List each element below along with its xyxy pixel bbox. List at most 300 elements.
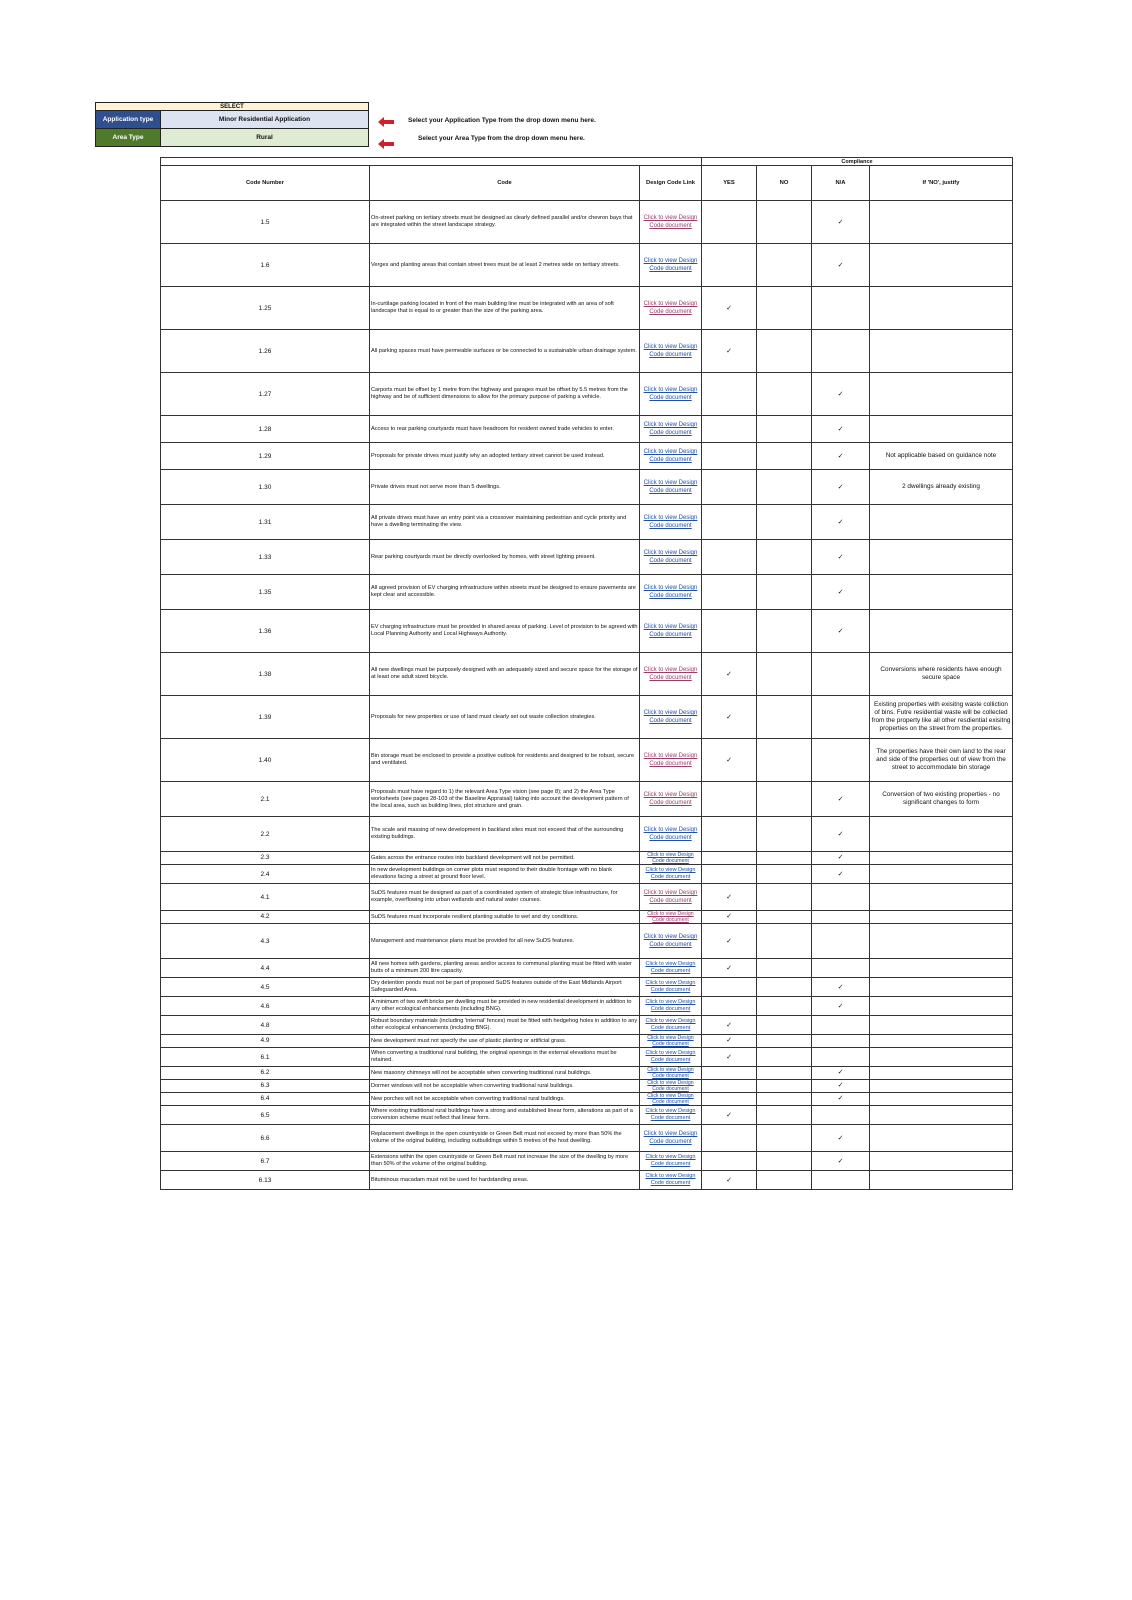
table-row <box>161 373 1013 416</box>
code-text-cell: Where existing traditional rural buildings have a strong and established linear form, alterations as part of a conversion scheme must reflect that linear form. <box>370 1106 640 1125</box>
code-number-cell: 2.4 <box>161 865 370 884</box>
select-header: SELECT <box>96 103 369 111</box>
code-number-cell: 1.39 <box>161 696 370 739</box>
justification-cell[interactable] <box>870 1093 1013 1106</box>
code-text-cell: Proposals must have regard to 1) the relevant Area Type vision (see page 8); and 2) the Area Type worksheets (see pages 28-103 of the Baseline Appraisal) taking into account the development pattern of the local area, such as building lines, plot structure and grain. <box>370 782 640 817</box>
code-number-cell: 4.8 <box>161 1016 370 1035</box>
yes-cell[interactable]: ✓ <box>702 1048 757 1067</box>
table-row <box>161 696 1013 739</box>
code-number-cell: 4.9 <box>161 1035 370 1048</box>
yes-cell[interactable]: ✓ <box>702 739 757 782</box>
code-number-cell: 1.27 <box>161 373 370 416</box>
design-code-link-cell <box>640 1106 702 1125</box>
yes-cell[interactable] <box>702 1152 757 1171</box>
table-row <box>161 1093 1013 1106</box>
yes-cell[interactable] <box>702 244 757 287</box>
yes-cell[interactable]: ✓ <box>702 696 757 739</box>
code-text-cell: A minimum of two swift bricks per dwelling must be provided in new residential development in addition to any other ecological enhancements (including BNG). <box>370 997 640 1016</box>
code-text-cell: Dry detention ponds must not be part of proposed SuDS features outside of the East Midlands Airport Safeguarded Area. <box>370 978 640 997</box>
no-cell[interactable] <box>757 924 812 959</box>
table-row <box>161 1067 1013 1080</box>
na-cell[interactable] <box>812 1035 870 1048</box>
na-cell[interactable]: ✓ <box>812 852 870 865</box>
area-type-note: Select your Area Type from the drop down menu here. <box>418 135 585 142</box>
justification-cell[interactable] <box>870 817 1013 852</box>
yes-cell[interactable] <box>702 373 757 416</box>
compliance-header: Compliance <box>702 158 1013 166</box>
table-row <box>161 470 1013 505</box>
code-text-cell: Access to rear parking courtyards must have headroom for resident owned trade vehicles to enter. <box>370 416 640 443</box>
justification-cell[interactable] <box>870 244 1013 287</box>
yes-cell[interactable] <box>702 443 757 470</box>
table-row <box>161 1080 1013 1093</box>
design-code-link-cell <box>640 1171 702 1190</box>
na-cell[interactable]: ✓ <box>812 540 870 575</box>
no-cell[interactable] <box>757 373 812 416</box>
code-number-cell: 4.1 <box>161 884 370 911</box>
yes-cell[interactable]: ✓ <box>702 1106 757 1125</box>
design-code-link-cell <box>640 653 702 696</box>
table-row <box>161 1106 1013 1125</box>
justification-cell[interactable] <box>870 540 1013 575</box>
yes-cell[interactable]: ✓ <box>702 287 757 330</box>
design-code-link-cell <box>640 373 702 416</box>
yes-cell[interactable] <box>702 201 757 244</box>
code-number-cell: 1.6 <box>161 244 370 287</box>
justification-cell[interactable] <box>870 1035 1013 1048</box>
yes-cell[interactable] <box>702 610 757 653</box>
code-number-cell: 1.40 <box>161 739 370 782</box>
table-row <box>161 653 1013 696</box>
code-number-cell: 6.13 <box>161 1171 370 1190</box>
no-cell[interactable] <box>757 1093 812 1106</box>
yes-cell[interactable] <box>702 978 757 997</box>
na-cell[interactable] <box>812 739 870 782</box>
design-code-link[interactable]: Click to view Design Code document <box>643 550 698 564</box>
justification-cell[interactable] <box>870 1067 1013 1080</box>
justification-cell[interactable] <box>870 1125 1013 1152</box>
no-cell[interactable] <box>757 959 812 978</box>
design-code-link[interactable]: Click to view Design Code document <box>645 867 696 880</box>
na-cell[interactable]: ✓ <box>812 1152 870 1171</box>
yes-cell[interactable]: ✓ <box>702 911 757 924</box>
selector-panel <box>95 102 369 147</box>
yes-cell[interactable] <box>702 575 757 610</box>
na-cell[interactable]: ✓ <box>812 1080 870 1093</box>
table-row <box>161 959 1013 978</box>
code-text-cell: Extensions within the open countryside or Green Belt must not increase the size of the dwelling by more than 50% of the volume of the original building. <box>370 1152 640 1171</box>
code-text-cell: Robust boundary materials (including 'internal' fences) must be fitted with hedgehog holes in addition to any other ecological enhancements (including BNG). <box>370 1016 640 1035</box>
na-cell[interactable] <box>812 287 870 330</box>
design-code-link[interactable]: Click to view Design Code document <box>643 344 698 358</box>
na-cell[interactable]: ✓ <box>812 610 870 653</box>
yes-cell[interactable] <box>702 1067 757 1080</box>
design-code-link[interactable]: Click to view Design Code document <box>643 753 698 767</box>
design-code-link[interactable]: Click to view Design Code document <box>643 890 698 904</box>
yes-cell[interactable]: ✓ <box>702 959 757 978</box>
justification-cell[interactable]: Existing properties with exisitng waste colliction of bins. Futre residential waste will be collected from the property like all other resdiential exisitng properties on the street from the properties. <box>870 696 1013 739</box>
code-text-cell: All new homes with gardens, planting areas and/or access to communal planting must be fitted with water butts of a minimum 200 litre capacity. <box>370 959 640 978</box>
design-code-link-cell <box>640 575 702 610</box>
justification-cell[interactable] <box>870 1080 1013 1093</box>
design-code-link[interactable]: Click to view Design Code document <box>645 1108 696 1121</box>
no-cell[interactable] <box>757 287 812 330</box>
code-number-cell: 1.30 <box>161 470 370 505</box>
table-row <box>161 739 1013 782</box>
code-number-cell: 4.5 <box>161 978 370 997</box>
justification-cell[interactable] <box>870 610 1013 653</box>
design-code-link[interactable]: Click to view Design Code document <box>643 258 698 272</box>
na-cell[interactable]: ✓ <box>812 443 870 470</box>
no-cell[interactable] <box>757 575 812 610</box>
yes-cell[interactable] <box>702 817 757 852</box>
code-text-cell: Verges and planting areas that contain street trees must be at least 2 metres wide on tertiary streets. <box>370 244 640 287</box>
code-number-cell: 1.36 <box>161 610 370 653</box>
design-code-link-cell <box>640 884 702 911</box>
na-cell[interactable] <box>812 884 870 911</box>
table-row <box>161 540 1013 575</box>
design-code-link-cell <box>640 817 702 852</box>
design-code-link-cell <box>640 443 702 470</box>
justification-cell[interactable] <box>870 416 1013 443</box>
table-row <box>161 1035 1013 1048</box>
justification-cell[interactable] <box>870 924 1013 959</box>
yes-cell[interactable]: ✓ <box>702 924 757 959</box>
application-type-label: Application type <box>96 111 161 129</box>
code-number-cell: 1.33 <box>161 540 370 575</box>
na-cell[interactable]: ✓ <box>812 244 870 287</box>
code-text-cell: All agreed provision of EV charging infrastructure within streets must be designed to ensure pavements are kept clear and accessible. <box>370 575 640 610</box>
justification-cell[interactable] <box>870 1106 1013 1125</box>
design-code-link-cell <box>640 1125 702 1152</box>
no-cell[interactable] <box>757 653 812 696</box>
na-cell[interactable]: ✓ <box>812 470 870 505</box>
design-code-link-cell <box>640 924 702 959</box>
design-code-link[interactable]: Click to view Design Code document <box>647 1035 694 1047</box>
table-row <box>161 287 1013 330</box>
design-code-link[interactable]: Click to view Design Code document <box>647 1093 694 1105</box>
design-code-link[interactable]: Click to view Design Code document <box>643 480 698 494</box>
design-code-link[interactable]: Click to view Design Code document <box>645 1018 696 1031</box>
na-cell[interactable] <box>812 959 870 978</box>
area-type-dropdown[interactable]: Rural <box>161 129 369 147</box>
na-cell[interactable] <box>812 1171 870 1190</box>
no-cell[interactable] <box>757 416 812 443</box>
no-cell[interactable] <box>757 739 812 782</box>
na-cell[interactable]: ✓ <box>812 817 870 852</box>
code-text-cell: Private drives must not serve more than 5 dwellings. <box>370 470 640 505</box>
justification-cell[interactable] <box>870 575 1013 610</box>
na-header: N/A <box>812 166 870 201</box>
na-cell[interactable]: ✓ <box>812 1093 870 1106</box>
design-code-link[interactable]: Click to view Design Code document <box>645 980 696 993</box>
yes-cell[interactable] <box>702 1093 757 1106</box>
no-cell[interactable] <box>757 1016 812 1035</box>
code-text-cell: SuDS features must be designed as part of a coordinated system of strategic blue infrastructure, for example, overflowing into urban wetlands and natural water courses. <box>370 884 640 911</box>
na-cell[interactable] <box>812 696 870 739</box>
table-row <box>161 1048 1013 1067</box>
justification-cell[interactable] <box>870 1152 1013 1171</box>
code-text-cell: In-curtilage parking located in front of the main building line must be integrated with an area of soft landscape that is equal to or greater than the size of the parking area. <box>370 287 640 330</box>
design-code-link[interactable]: Click to view Design Code document <box>643 1131 698 1145</box>
no-cell[interactable] <box>757 978 812 997</box>
no-cell[interactable] <box>757 1067 812 1080</box>
application-type-dropdown[interactable]: Minor Residential Application <box>161 111 369 129</box>
no-cell[interactable] <box>757 1171 812 1190</box>
yes-cell[interactable]: ✓ <box>702 330 757 373</box>
no-cell[interactable] <box>757 540 812 575</box>
justify-header: If 'NO', justify <box>870 166 1013 201</box>
arrow-left-icon <box>378 139 394 149</box>
code-number-cell: 4.3 <box>161 924 370 959</box>
design-code-link-cell <box>640 610 702 653</box>
justification-cell[interactable] <box>870 959 1013 978</box>
na-cell[interactable]: ✓ <box>812 575 870 610</box>
justification-cell[interactable] <box>870 1016 1013 1035</box>
yes-cell[interactable] <box>702 782 757 817</box>
code-number-cell: 6.3 <box>161 1080 370 1093</box>
code-number-cell: 1.35 <box>161 575 370 610</box>
no-cell[interactable] <box>757 817 812 852</box>
arrow-left-icon <box>378 117 394 127</box>
justification-cell[interactable] <box>870 978 1013 997</box>
code-text-cell: All parking spaces must have permeable surfaces or be connected to a sustainable urban drainage system. <box>370 330 640 373</box>
no-cell[interactable] <box>757 443 812 470</box>
design-code-link[interactable]: Click to view Design Code document <box>643 422 698 436</box>
no-cell[interactable] <box>757 1080 812 1093</box>
na-cell[interactable]: ✓ <box>812 505 870 540</box>
yes-cell[interactable]: ✓ <box>702 884 757 911</box>
code-number-cell: 2.1 <box>161 782 370 817</box>
table-row <box>161 782 1013 817</box>
design-code-link[interactable]: Click to view Design Code document <box>645 999 696 1012</box>
design-code-link-cell <box>640 1080 702 1093</box>
blank-header-cell <box>161 158 702 166</box>
no-cell[interactable] <box>757 610 812 653</box>
design-code-link[interactable]: Click to view Design Code document <box>643 387 698 401</box>
design-code-link[interactable]: Click to view Design Code document <box>647 852 694 864</box>
code-text-cell: In new development buildings on corner plots must respond to their double frontage with no blank elevations facing a street at ground floor level. <box>370 865 640 884</box>
code-text-cell: SuDS features must incorporate resilient planting suitable to wet and dry conditions. <box>370 911 640 924</box>
yes-cell[interactable] <box>702 540 757 575</box>
yes-cell[interactable] <box>702 852 757 865</box>
code-text-cell: Carports must be offset by 1 metre from the highway and garages must be offset by 5.5 metres from the highway and be of sufficient dimensions to allow for the primary purpose of parking a vehicle. <box>370 373 640 416</box>
justification-cell[interactable] <box>870 330 1013 373</box>
no-cell[interactable] <box>757 1125 812 1152</box>
table-row <box>161 865 1013 884</box>
design-code-link-cell <box>640 1067 702 1080</box>
no-cell[interactable] <box>757 1152 812 1171</box>
na-cell[interactable] <box>812 924 870 959</box>
design-code-link[interactable]: Click to view Design Code document <box>647 1067 694 1079</box>
justification-cell[interactable] <box>870 201 1013 244</box>
yes-cell[interactable]: ✓ <box>702 1035 757 1048</box>
no-cell[interactable] <box>757 782 812 817</box>
design-code-link-cell <box>640 782 702 817</box>
application-type-note: Select your Application Type from the drop down menu here. <box>408 117 596 124</box>
design-code-link-cell <box>640 1035 702 1048</box>
design-code-link[interactable]: Click to view Design Code document <box>643 710 698 724</box>
na-cell[interactable] <box>812 1016 870 1035</box>
code-text-cell: All private drives must have an entry point via a crossover maintaining pedestrian and cycle priority and have a dwelling terminating the view. <box>370 505 640 540</box>
no-cell[interactable] <box>757 884 812 911</box>
justification-cell[interactable] <box>870 911 1013 924</box>
code-number-cell: 6.7 <box>161 1152 370 1171</box>
table-row <box>161 244 1013 287</box>
na-cell[interactable] <box>812 1106 870 1125</box>
design-code-link[interactable]: Click to view Design Code document <box>645 1173 696 1186</box>
table-row <box>161 1152 1013 1171</box>
justification-cell[interactable] <box>870 1171 1013 1190</box>
code-number-cell: 1.28 <box>161 416 370 443</box>
code-text-cell: All new dwellings must be purposely designed with an adequately sized and secure space for the storage of at least one adult sized bicycle. <box>370 653 640 696</box>
design-code-link[interactable]: Click to view Design Code document <box>643 215 698 229</box>
na-cell[interactable]: ✓ <box>812 1125 870 1152</box>
no-cell[interactable] <box>757 505 812 540</box>
design-code-link-cell <box>640 959 702 978</box>
yes-header: YES <box>702 166 757 201</box>
design-code-link[interactable]: Click to view Design Code document <box>645 1154 696 1167</box>
justification-cell[interactable]: The properties have their own land to the rear and side of the properties out of view from the street to accommodate bin storage <box>870 739 1013 782</box>
table-row <box>161 505 1013 540</box>
no-cell[interactable] <box>757 997 812 1016</box>
design-code-link[interactable]: Click to view Design Code document <box>643 301 698 315</box>
code-text-cell: The scale and massing of new development in backland sites must not exceed that of the surrounding existing buildings. <box>370 817 640 852</box>
yes-cell[interactable] <box>702 470 757 505</box>
justification-cell[interactable] <box>870 1048 1013 1067</box>
design-code-link-cell <box>640 739 702 782</box>
table-row <box>161 852 1013 865</box>
yes-cell[interactable] <box>702 997 757 1016</box>
na-cell[interactable]: ✓ <box>812 978 870 997</box>
design-code-link-cell <box>640 997 702 1016</box>
code-number-cell: 4.6 <box>161 997 370 1016</box>
no-cell[interactable] <box>757 1106 812 1125</box>
design-code-link[interactable]: Click to view Design Code document <box>647 1080 694 1092</box>
table-row <box>161 201 1013 244</box>
na-cell[interactable]: ✓ <box>812 997 870 1016</box>
justification-cell[interactable]: Not applicable based on guidance note <box>870 443 1013 470</box>
justification-cell[interactable] <box>870 852 1013 865</box>
yes-cell[interactable] <box>702 505 757 540</box>
no-cell[interactable] <box>757 1048 812 1067</box>
na-cell[interactable]: ✓ <box>812 373 870 416</box>
na-cell[interactable] <box>812 911 870 924</box>
design-code-link[interactable]: Click to view Design Code document <box>645 961 696 974</box>
yes-cell[interactable] <box>702 1125 757 1152</box>
code-header: Code <box>370 166 640 201</box>
justification-cell[interactable] <box>870 373 1013 416</box>
justification-cell[interactable] <box>870 865 1013 884</box>
design-code-link[interactable]: Click to view Design Code document <box>643 585 698 599</box>
code-number-cell: 4.2 <box>161 911 370 924</box>
na-cell[interactable] <box>812 653 870 696</box>
code-text-cell: Proposals for new properties or use of land must clearly set out waste collection strategies. <box>370 696 640 739</box>
code-number-cell: 2.3 <box>161 852 370 865</box>
justification-cell[interactable] <box>870 287 1013 330</box>
design-code-link[interactable]: Click to view Design Code document <box>643 827 698 841</box>
design-code-link-cell <box>640 287 702 330</box>
design-code-link[interactable]: Click to view Design Code document <box>643 515 698 529</box>
no-cell[interactable] <box>757 1035 812 1048</box>
na-cell[interactable]: ✓ <box>812 865 870 884</box>
design-code-link-cell <box>640 470 702 505</box>
code-number-cell: 6.1 <box>161 1048 370 1067</box>
code-number-header: Code Number <box>161 166 370 201</box>
no-cell[interactable] <box>757 852 812 865</box>
yes-cell[interactable] <box>702 416 757 443</box>
na-cell[interactable]: ✓ <box>812 416 870 443</box>
design-code-link-cell <box>640 865 702 884</box>
table-row <box>161 1125 1013 1152</box>
table-row <box>161 924 1013 959</box>
design-code-link-cell <box>640 911 702 924</box>
yes-cell[interactable]: ✓ <box>702 653 757 696</box>
no-cell[interactable] <box>757 865 812 884</box>
design-code-link[interactable]: Click to view Design Code document <box>647 911 694 923</box>
na-cell[interactable]: ✓ <box>812 1067 870 1080</box>
design-code-link-cell <box>640 540 702 575</box>
table-row <box>161 443 1013 470</box>
table-row <box>161 997 1013 1016</box>
yes-cell[interactable]: ✓ <box>702 1016 757 1035</box>
no-cell[interactable] <box>757 696 812 739</box>
code-number-cell: 6.6 <box>161 1125 370 1152</box>
design-code-link[interactable]: Click to view Design Code document <box>645 1050 696 1063</box>
design-code-link-cell <box>640 852 702 865</box>
yes-cell[interactable] <box>702 865 757 884</box>
table-row <box>161 978 1013 997</box>
design-code-link[interactable]: Click to view Design Code document <box>643 667 698 681</box>
design-code-link[interactable]: Click to view Design Code document <box>643 792 698 806</box>
area-type-label: Area Type <box>96 129 161 147</box>
code-text-cell: Bin storage must be enclosed to provide a positive outlook for residents and designed to be robust, secure and ventilated. <box>370 739 640 782</box>
code-number-cell: 1.29 <box>161 443 370 470</box>
design-code-link[interactable]: Click to view Design Code document <box>643 624 698 638</box>
justification-cell[interactable] <box>870 505 1013 540</box>
justification-cell[interactable] <box>870 997 1013 1016</box>
design-code-link-cell <box>640 696 702 739</box>
table-row <box>161 575 1013 610</box>
table-row <box>161 1016 1013 1035</box>
justification-cell[interactable]: Conversions where residents have enough secure space <box>870 653 1013 696</box>
code-number-cell: 4.4 <box>161 959 370 978</box>
justification-cell[interactable]: 2 dwellings already existing <box>870 470 1013 505</box>
no-cell[interactable] <box>757 330 812 373</box>
no-cell[interactable] <box>757 470 812 505</box>
design-code-link-cell <box>640 1016 702 1035</box>
justification-cell[interactable]: Conversion of two existing properties - no significant changes to form <box>870 782 1013 817</box>
design-code-link-header: Design Code Link <box>640 166 702 201</box>
yes-cell[interactable]: ✓ <box>702 1171 757 1190</box>
na-cell[interactable] <box>812 1048 870 1067</box>
design-code-link[interactable]: Click to view Design Code document <box>643 449 698 463</box>
na-cell[interactable]: ✓ <box>812 782 870 817</box>
yes-cell[interactable] <box>702 1080 757 1093</box>
no-cell[interactable] <box>757 244 812 287</box>
code-number-cell: 6.5 <box>161 1106 370 1125</box>
code-number-cell: 1.26 <box>161 330 370 373</box>
design-code-link-cell <box>640 978 702 997</box>
design-code-link[interactable]: Click to view Design Code document <box>643 934 698 948</box>
table-row <box>161 817 1013 852</box>
justification-cell[interactable] <box>870 884 1013 911</box>
code-text-cell: New masonry chimneys will not be acceptable when converting traditional rural buildings. <box>370 1067 640 1080</box>
na-cell[interactable]: ✓ <box>812 201 870 244</box>
no-cell[interactable] <box>757 911 812 924</box>
no-cell[interactable] <box>757 201 812 244</box>
na-cell[interactable] <box>812 330 870 373</box>
